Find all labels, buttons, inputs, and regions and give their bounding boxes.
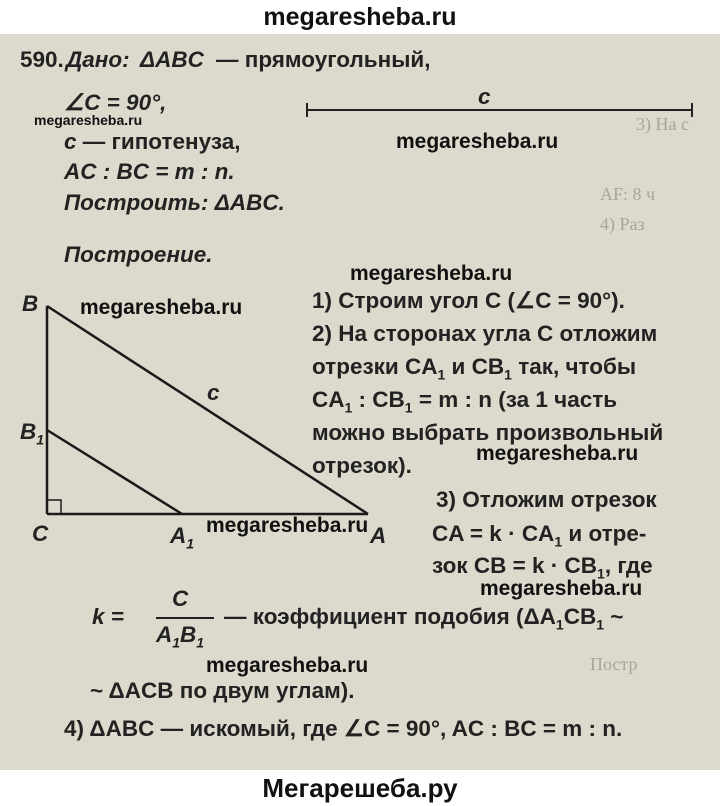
small-watermark: megaresheba.ru bbox=[34, 112, 143, 128]
watermark: megaresheba.ru bbox=[476, 442, 639, 465]
bleed-through-text: 3) На с bbox=[636, 114, 689, 134]
ratio-condition: AC : BC = m : n. bbox=[64, 159, 235, 184]
watermark: megaresheba.ru bbox=[396, 130, 559, 153]
step-3-line-3: зок CB = $k \cdot CB_1$, где bbox=[432, 553, 653, 582]
fraction-denominator: $A_1B_1$ bbox=[156, 622, 205, 651]
watermark: megaresheba.ru bbox=[480, 577, 643, 600]
hypotenuse-text: — гипотенуза, bbox=[76, 129, 241, 154]
problem-number: 590. bbox=[20, 47, 64, 72]
step-4: 4) ΔABC — искомый, где ∠C = 90°, AC : BC = m : n. bbox=[64, 716, 623, 741]
step-3-line-5: ~ ΔACB по двум углам). bbox=[90, 678, 355, 703]
hypotenuse-var: c bbox=[64, 129, 77, 154]
watermark: megaresheba.ru bbox=[206, 514, 369, 537]
bleed-through-text: 4) Раз bbox=[600, 214, 645, 234]
step-1: 1) Строим угол C (∠C = 90°). bbox=[312, 288, 625, 313]
textbook-page bbox=[0, 34, 720, 770]
label-c: c bbox=[207, 380, 220, 405]
construct-target: ΔABC. bbox=[208, 190, 285, 215]
given-description: — прямоугольный, bbox=[216, 47, 431, 72]
given-triangle: ΔABC bbox=[140, 47, 204, 72]
fraction-numerator: C bbox=[172, 586, 189, 611]
watermark: megaresheba.ru bbox=[350, 262, 513, 285]
label-C: C bbox=[32, 521, 49, 546]
bleed-through-text: Постр bbox=[590, 654, 638, 674]
watermark: megaresheba.ru bbox=[80, 296, 243, 319]
construct-label: Построить: bbox=[64, 190, 209, 215]
step-3-line-2: CA = $k \cdot CA_1$ и отре- bbox=[432, 521, 647, 550]
given-label: Дано: bbox=[66, 47, 130, 72]
label-B1: $B_1$ bbox=[20, 419, 45, 448]
header-watermark[interactable]: megaresheba.ru bbox=[0, 0, 720, 34]
segment-label: c bbox=[478, 84, 491, 109]
step-3-line-1: 3) Отложим отрезок bbox=[436, 487, 657, 512]
step-2-line-3: $CA_1$ : $CB_1 = m$ : n (за 1 часть bbox=[312, 387, 618, 416]
step-2-line-2: отрезки $CA_1$ и $CB_1$ так, чтобы bbox=[312, 354, 637, 383]
watermark: megaresheba.ru bbox=[206, 654, 369, 677]
angle-condition: ∠C = 90°, bbox=[64, 90, 167, 115]
step-3-line-4: — коэффициент подобия ($\Delta A_1CB_1$ ~ bbox=[224, 604, 624, 633]
step-2-line-4: можно выбрать произвольный bbox=[312, 420, 664, 445]
footer-watermark[interactable]: Мегарешеба.ру bbox=[0, 770, 720, 806]
construction-heading: Построение. bbox=[64, 242, 213, 267]
bleed-through-text: АF: 8 ч bbox=[600, 184, 656, 204]
label-A1: $A_1$ bbox=[170, 523, 195, 552]
step-2-line-5: отрезок). bbox=[312, 453, 412, 478]
label-A: A bbox=[370, 523, 387, 548]
label-B: B bbox=[22, 291, 39, 316]
k-equals: k = bbox=[92, 604, 124, 629]
step-2-line-1: 2) На сторонах угла C отложим bbox=[312, 321, 658, 346]
